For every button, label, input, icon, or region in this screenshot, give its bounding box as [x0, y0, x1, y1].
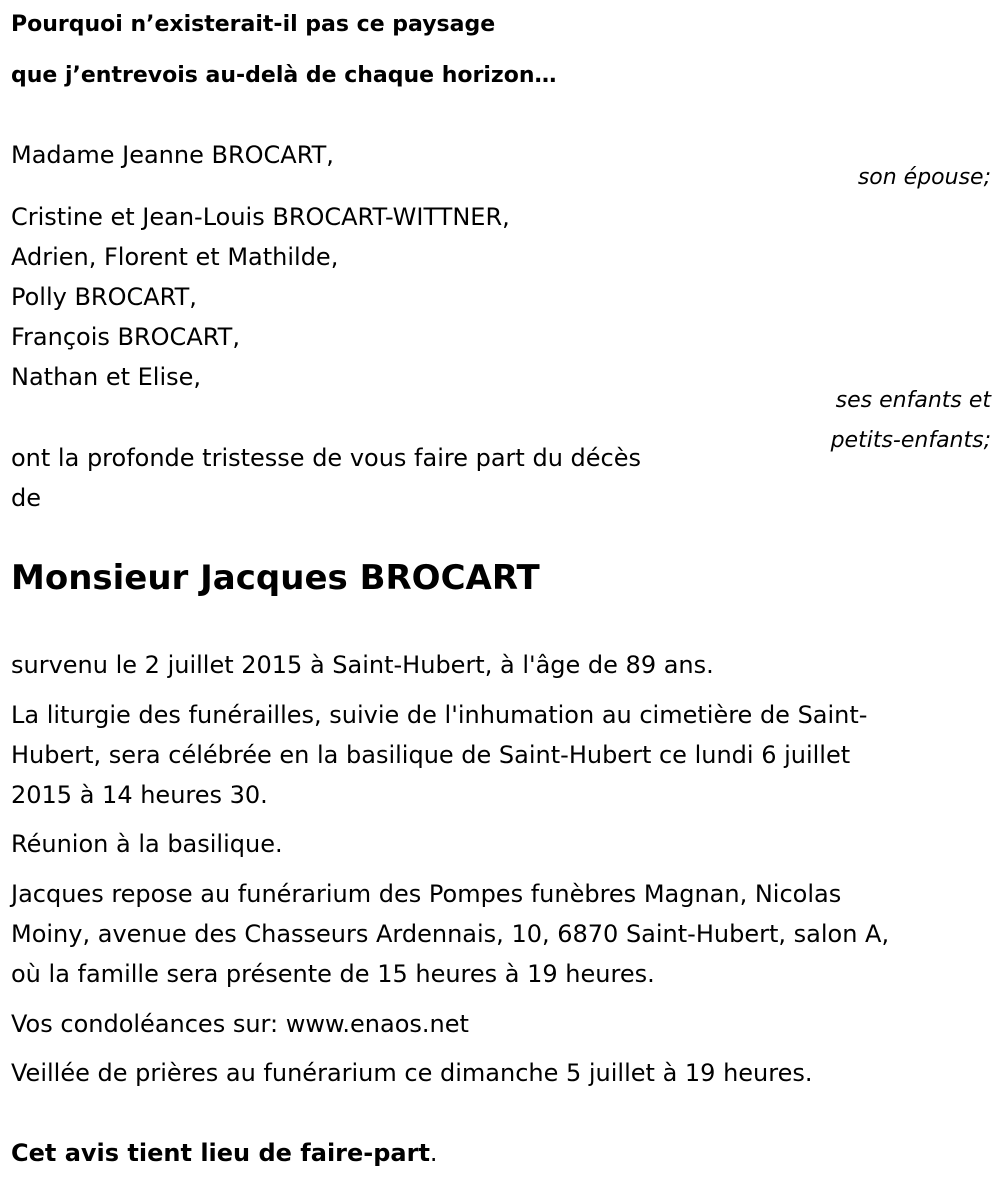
deceased-name: Monsieur Jacques BROCART [11, 558, 540, 598]
rest-line-1: Jacques repose au funérarium des Pompes funèbres Magnan, Nicolas [11, 880, 842, 908]
obituary-notice [11, 0, 991, 1189]
spouse-role: son épouse; [857, 165, 991, 190]
spouse-name: Madame Jeanne BROCART, [11, 141, 334, 169]
epigraph-line-2: que j’entrevois au-delà de chaque horizon… [11, 63, 557, 88]
children-role-line-1: ses enfants et [835, 388, 991, 413]
meeting-paragraph: Réunion à la basilique. [11, 830, 283, 858]
closing-line [11, 1133, 438, 1173]
vigil-paragraph: Veillée de prières au funérarium ce dimanche 5 juillet à 19 heures. [11, 1059, 813, 1087]
child-line: François BROCART, [11, 323, 240, 351]
condolences-paragraph: Vos condoléances sur: www.enaos.net [11, 1010, 469, 1038]
announcement-line-2: de [11, 484, 41, 512]
child-line: Polly BROCART, [11, 283, 197, 311]
child-line: Adrien, Florent et Mathilde, [11, 243, 339, 271]
child-line: Cristine et Jean-Louis BROCART-WITTNER, [11, 203, 510, 231]
rest-line-2: Moiny, avenue des Chasseurs Ardennais, 10, 6870 Saint-Hubert, salon A, [11, 920, 890, 948]
children-role-line-2: petits-enfants; [830, 428, 991, 453]
liturgy-line-1: La liturgie des funérailles, suivie de l'inhumation au cimetière de Saint- [11, 701, 868, 729]
liturgy-line-2: Hubert, sera célébrée en la basilique de Saint-Hubert ce lundi 6 juillet [11, 741, 851, 769]
announcement-line-1: ont la profonde tristesse de vous faire part du décès [11, 444, 641, 472]
liturgy-line-3: 2015 à 14 heures 30. [11, 781, 268, 809]
death-paragraph: survenu le 2 juillet 2015 à Saint-Hubert, à l'âge de 89 ans. [11, 651, 714, 679]
closing-bold-text: Cet avis tient lieu de faire-part [11, 1139, 430, 1167]
closing-period: . [429, 1139, 438, 1167]
epigraph-line-1: Pourquoi n’existerait-il pas ce paysage [11, 12, 496, 37]
child-line: Nathan et Elise, [11, 363, 202, 391]
rest-line-3: où la famille sera présente de 15 heures à 19 heures. [11, 960, 655, 988]
